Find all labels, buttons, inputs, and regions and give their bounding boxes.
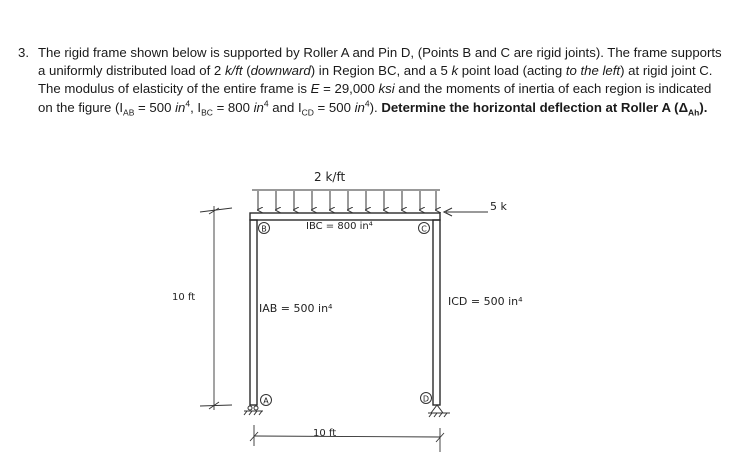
member-ab <box>250 220 257 405</box>
text-part: to the left <box>565 63 621 79</box>
text-part: in <box>354 99 365 115</box>
roller-wheel <box>248 406 252 410</box>
subscript: CD <box>301 107 314 118</box>
subscript: BC <box>201 107 213 118</box>
dim-tick-bottom <box>200 405 232 406</box>
hatch <box>439 413 442 417</box>
text-part: and the moments of inertia of each region is indicated on the figure (I <box>38 81 712 115</box>
problem-number: 3. <box>18 45 29 60</box>
height-label: 10 ft <box>172 292 196 303</box>
dim-line <box>254 436 440 437</box>
distributed-load <box>252 190 440 210</box>
width-dimension <box>250 425 444 452</box>
i-cd-label: ICD = 500 in⁴ <box>448 295 523 308</box>
roller-support-a <box>244 406 263 415</box>
text-part: ). <box>369 99 382 115</box>
text-part: ksi <box>378 81 395 97</box>
hatch <box>254 411 257 415</box>
text-part: = 500 <box>134 99 176 115</box>
joint-d-label: D <box>422 394 430 404</box>
text-part: = 29,000 <box>319 81 379 97</box>
hatch <box>244 411 247 415</box>
superscript: 4 <box>185 98 191 109</box>
text-part: E <box>310 81 320 97</box>
superscript: 4 <box>364 98 370 109</box>
text-part: ( <box>242 63 251 79</box>
joint-a-label: A <box>263 396 269 406</box>
subscript: Ah <box>688 107 700 118</box>
bold-question: Determine the horizontal deflection at Roller A (Δ <box>381 99 689 115</box>
text-part: The rigid frame shown below is supported by Roller A and Pin D, (Points B and C are rigid joints). The frame supports a uniformly distributed load of 2 <box>38 45 722 79</box>
i-bc-label: IBC = 800 in⁴ <box>306 221 373 232</box>
joint-b-label: B <box>261 224 267 234</box>
bold-question: ). <box>699 99 708 115</box>
text-part: ) in Region BC, and a 5 <box>310 63 452 79</box>
subscript: AB <box>123 107 135 118</box>
point-load-label: 5 k <box>490 200 507 213</box>
text-part: = 800 <box>212 99 254 115</box>
member-cd <box>433 220 440 405</box>
pin-triangle <box>431 405 443 413</box>
joint-c-label: C <box>421 224 427 234</box>
text-part: = 500 <box>313 99 355 115</box>
text-part: downward <box>250 63 311 79</box>
height-dimension <box>200 206 232 410</box>
text-part: k <box>451 63 459 79</box>
hatch <box>429 413 432 417</box>
point-load <box>444 208 488 216</box>
text-part: point load (acting <box>458 63 566 79</box>
hatch <box>434 413 437 417</box>
member-bc <box>250 213 440 220</box>
roller-wheel <box>254 406 258 410</box>
pin-support-d <box>428 405 450 417</box>
text-part: in <box>175 99 186 115</box>
text-part: and I <box>268 99 302 115</box>
superscript: 4 <box>263 98 269 109</box>
udl-label: 2 k/ft <box>314 170 346 184</box>
width-label: 10 ft <box>313 428 337 439</box>
text-part: k/ft <box>224 63 243 79</box>
i-ab-label: IAB = 500 in⁴ <box>259 302 333 315</box>
text-part: in <box>253 99 264 115</box>
text-part: ) at rigid joint C. The modulus of elasticity of the entire frame is <box>38 63 713 97</box>
hatch <box>249 411 252 415</box>
hatch <box>444 413 447 417</box>
hatch <box>259 411 262 415</box>
text-part: , I <box>190 99 202 115</box>
